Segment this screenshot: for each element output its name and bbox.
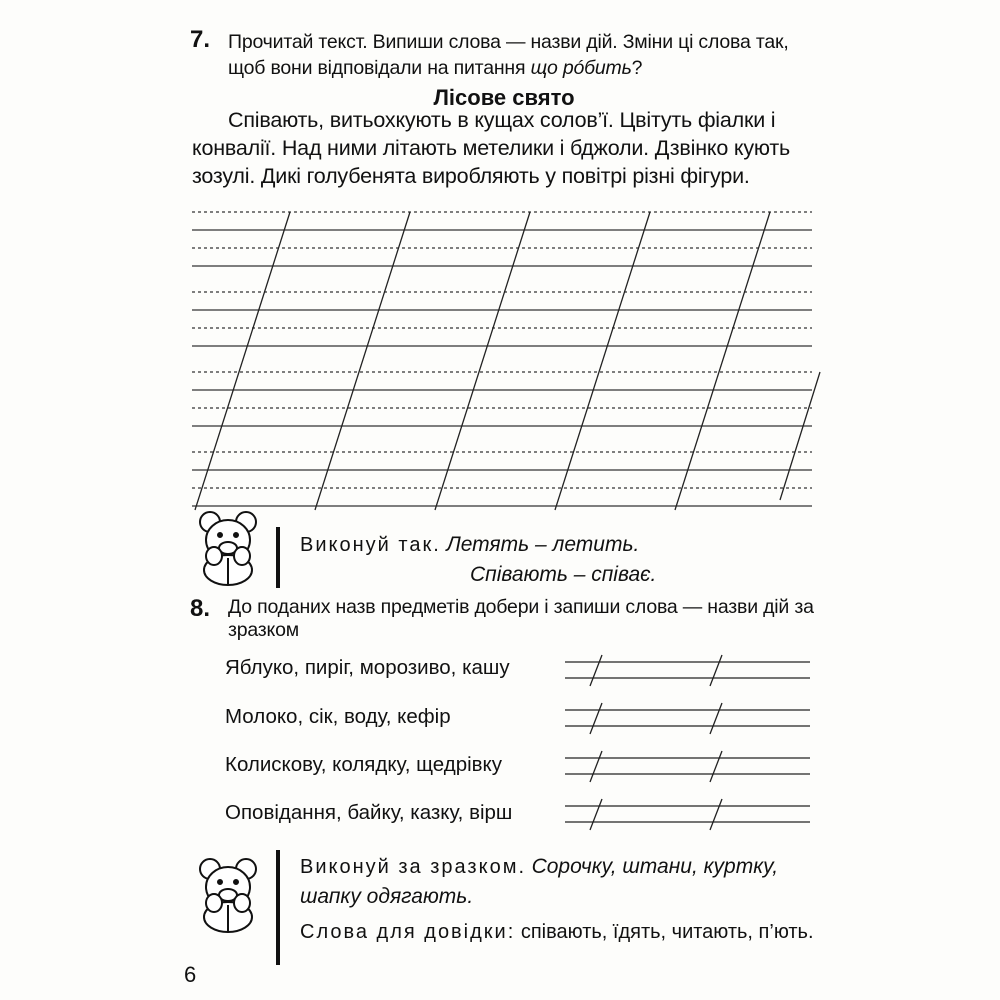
tip-1-example-2: Співають – співає. (470, 563, 657, 586)
text-title: Лісове свято (433, 85, 575, 110)
help-words: співають, їдять, читають, п’ють. (520, 921, 814, 943)
exercise-7-task-text: Прочитай текст. Випиши слова — назви дій. Зміни ці слова так, щоб вони відповідали на питання (228, 31, 789, 79)
exercise-8-number: 8. (190, 595, 211, 622)
word-group-1: Яблуко, пиріг, морозиво, кашу (225, 656, 510, 679)
page-number: 6 (184, 962, 197, 987)
tip-1 (300, 530, 820, 590)
tip-1-bar (276, 527, 280, 588)
word-group-3: Колискову, колядку, щедрівку (225, 753, 502, 776)
tip-2-label: Виконуй за зразком. (300, 856, 526, 878)
tip-1-example-1: Летять – летить. (446, 533, 640, 556)
tip-2-example: Сорочку, штани, куртку, шапку одягають. (300, 855, 779, 908)
word-group-2: Молоко, сік, воду, кефір (225, 705, 451, 728)
exercise-7-number: 7. (190, 26, 211, 53)
word-group-4: Оповідання, байку, казку, вірш (225, 801, 513, 824)
exercise-8-task: До поданих назв предметів добери і запиши слова — назви дій за зразком (228, 596, 814, 641)
tip-1-label: Виконуй так. (300, 534, 441, 556)
exercise-7-task-question: що рóбить (530, 57, 632, 79)
bear-mascot-icon (190, 855, 270, 933)
bear-mascot-icon (190, 508, 270, 586)
help-label: Слова для довідки: (300, 921, 516, 943)
exercise-7-text: Співають, витьохкують в кущах солов’ї. Цвітуть фіалки і конвалії. Над ними літають метелики і бджоли. Дзвінко кують зозулі. Дикі голубенята виробляють у повітрі різні фігури. (192, 108, 790, 188)
exercise-7-task-end: ? (631, 57, 643, 79)
tip-2 (300, 852, 820, 947)
tip-2-bar (276, 850, 280, 965)
